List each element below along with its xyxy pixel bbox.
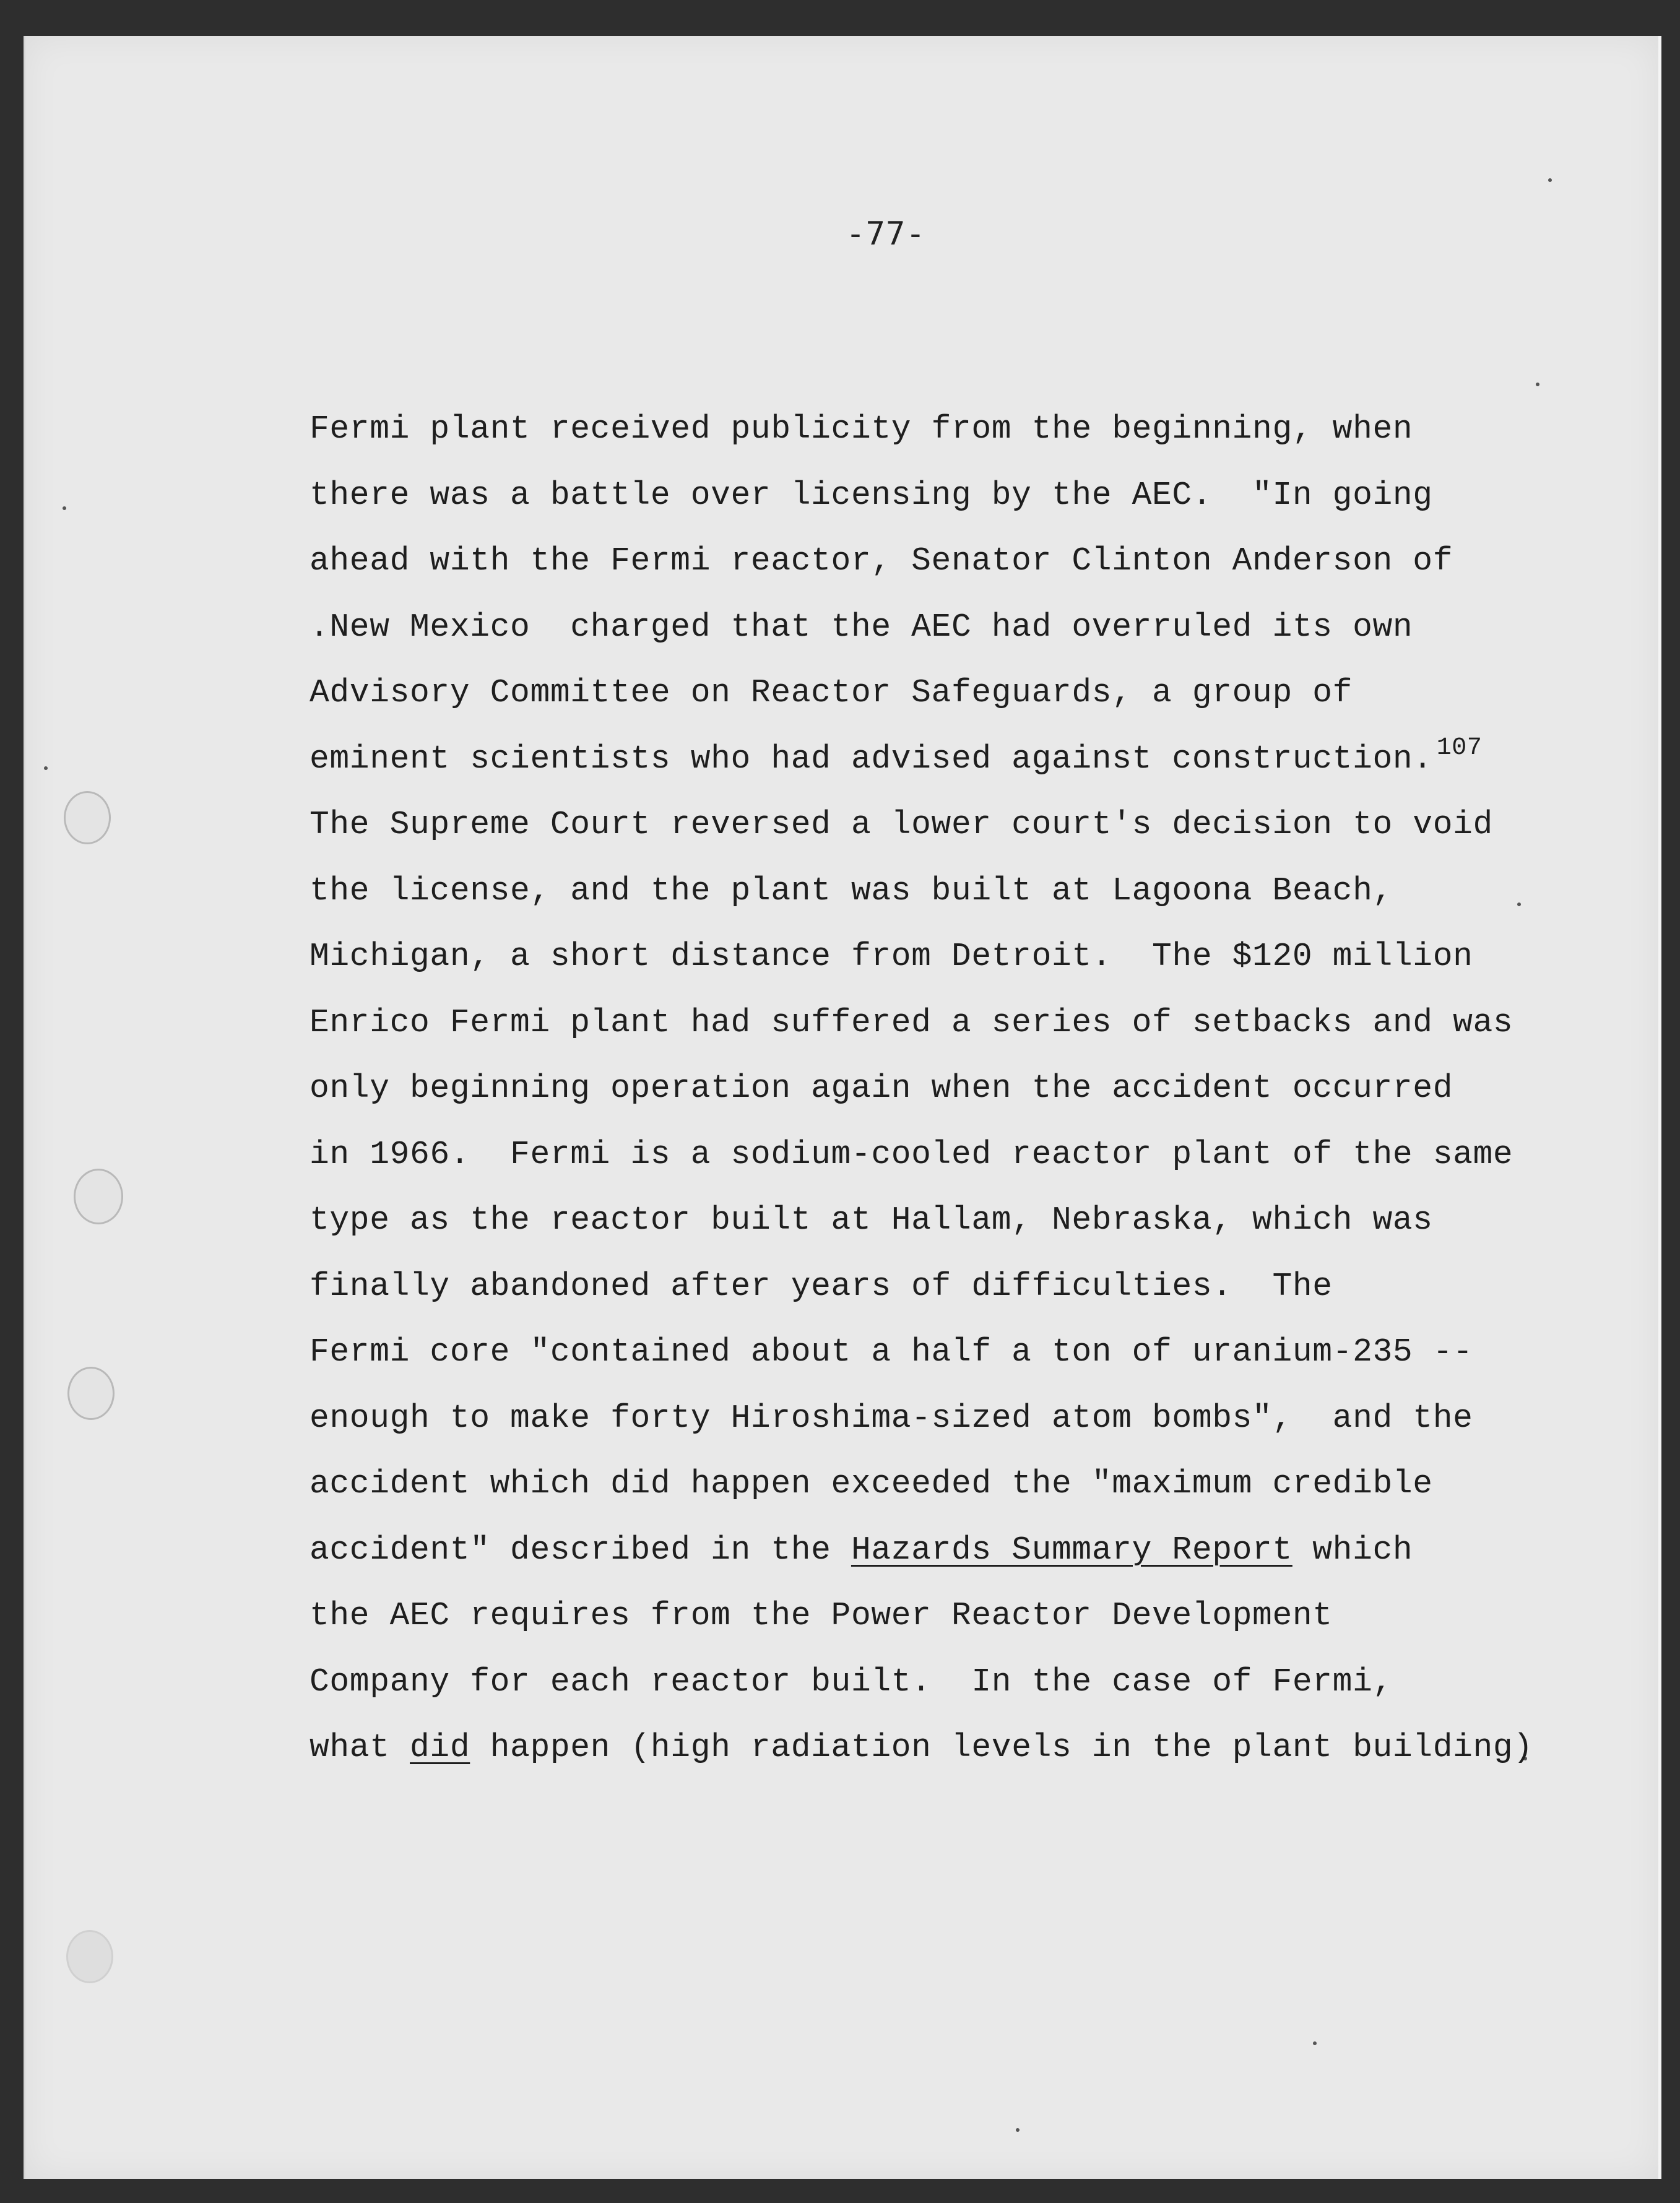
text-line: there was a battle over licensing by the AEC. "In going (310, 476, 1433, 514)
text-line: finally abandoned after years of difficulties. The (310, 1267, 1333, 1305)
text-line: Fermi plant received publicity from the beginning, when (310, 410, 1413, 448)
text-line: the license, and the plant was built at Lagoona Beach, (310, 872, 1393, 909)
text-line: Advisory Committee on Reactor Safeguards, a group of (310, 674, 1353, 711)
text-line: Fermi core "contained about a half a ton of uranium-235 -- (310, 1333, 1473, 1370)
text-line: what did happen (high radiation levels in the plant building) (310, 1715, 1548, 1781)
dust-speck (63, 506, 66, 510)
dust-speck (44, 766, 48, 770)
emphasis-underlined: did (410, 1729, 470, 1766)
text-line: ahead with the Fermi reactor, Senator Clinton Anderson of (310, 542, 1453, 579)
text-line: .New Mexico charged that the AEC had overruled its own (310, 608, 1413, 646)
punch-hole-bottom (66, 1930, 113, 1983)
text-line: Michigan, a short distance from Detroit. The $120 million (310, 938, 1473, 975)
dust-speck (1548, 178, 1552, 182)
text-line: The Supreme Court reversed a lower court's decision to void (310, 806, 1493, 843)
text-line: in 1966. Fermi is a sodium-cooled reactor plant of the same (310, 1135, 1513, 1173)
text-line: type as the reactor built at Hallam, Nebraska, which was (310, 1201, 1433, 1239)
dust-speck (1313, 2041, 1317, 2045)
page-number: -77- (846, 215, 926, 253)
text-line: Enrico Fermi plant had suffered a series of setbacks and was (310, 1003, 1513, 1041)
text-line: the AEC requires from the Power Reactor Development (310, 1597, 1333, 1634)
footnote-reference: 107 (1436, 734, 1483, 762)
text-line: only beginning operation again when the accident occurred (310, 1070, 1453, 1107)
dust-speck (1536, 383, 1539, 386)
punch-hole-middle (74, 1169, 123, 1224)
text-line: eminent scientists who had advised against construction. 107 (310, 726, 1548, 792)
text-line: Company for each reactor built. In the case of Fermi, (310, 1663, 1393, 1700)
body-text (310, 396, 1548, 1781)
report-title-underlined: Hazards Summary Report (851, 1531, 1292, 1569)
dust-speck (1016, 2128, 1020, 2132)
text-line: enough to make forty Hiroshima-sized atom bombs", and the (310, 1399, 1473, 1437)
text-line: accident" described in the Hazards Summary Report which (310, 1517, 1548, 1583)
punch-hole-top (64, 791, 111, 844)
text-line: accident which did happen exceeded the "maximum credible (310, 1465, 1433, 1502)
punch-hole-lower (67, 1367, 115, 1420)
